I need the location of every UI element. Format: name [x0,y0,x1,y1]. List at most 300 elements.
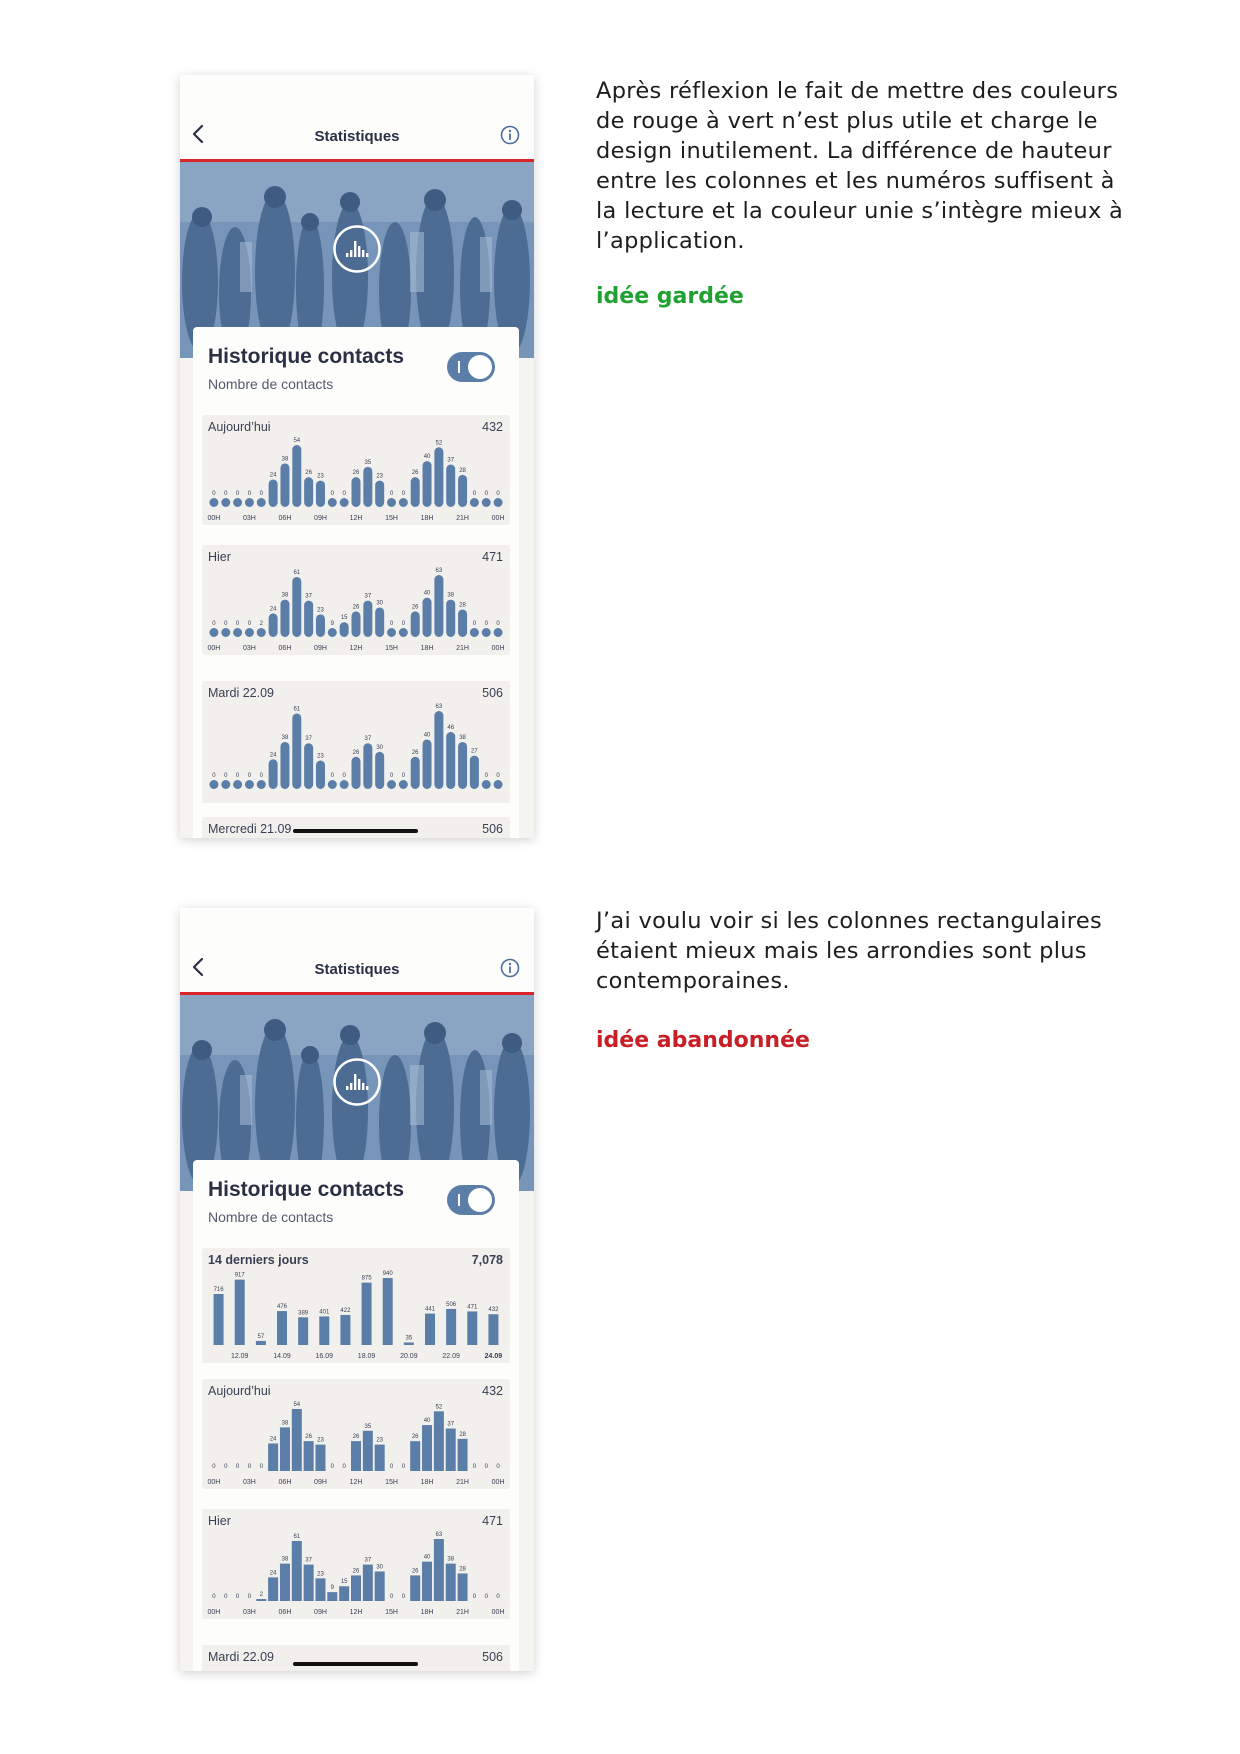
x-tick-label: 09H [314,1479,327,1486]
chart-bar [269,613,278,637]
panel-total: 7,078 [471,1253,503,1267]
chart-bar [482,780,491,789]
chart-bar [458,1439,468,1471]
chart-bar [467,1311,477,1345]
panel-title: Hier [208,550,231,564]
bar-value-label: 26 [411,470,419,477]
x-tick-label: 06H [278,1609,292,1616]
chart-bar [233,780,242,789]
chart-yesterday [202,545,510,655]
chart-bar [494,628,503,637]
chart-bar [269,759,278,789]
chart-bar [423,739,432,789]
bar-value-label: 26 [305,470,312,477]
bar-value-label: 0 [484,773,488,779]
chart-bar [328,628,337,637]
chart-bar [280,600,289,637]
bar-value-label: 0 [212,773,216,779]
bar-value-label: 26 [352,1434,360,1441]
x-tick-label: 00H [491,515,505,522]
bar-value-label: 61 [293,1533,301,1540]
x-tick-label: 00H [207,645,221,652]
bar-value-label: 52 [435,440,443,447]
chart-bar [292,577,301,637]
x-tick-label: 03H [243,1479,256,1486]
bar-value-label: 15 [340,615,348,622]
bar-value-label: 57 [257,1333,265,1340]
bar-value-label: 401 [319,1309,330,1316]
bar-value-label: 40 [423,590,431,597]
bar-value-label: 2 [259,1592,263,1599]
bar-value-label: 37 [447,457,455,464]
chart-bar [292,445,301,507]
bar-value-label: 0 [259,1464,263,1470]
chart-bar [304,477,313,507]
chart-bar [383,1278,393,1345]
chart-bar [233,628,242,637]
bar-value-label: 30 [376,744,384,751]
bar-value-label: 35 [364,1423,372,1430]
chart-bar [411,757,420,789]
home-indicator[interactable] [293,1662,418,1666]
x-tick-label: 18H [420,1609,434,1616]
panel-title: Mardi 22.09 [208,1650,275,1664]
bar-value-label: 0 [330,491,334,497]
bar-value-label: 28 [459,602,466,609]
x-tick-label: 22.09 [442,1353,460,1360]
chart-bar [458,609,467,637]
day-panel-yesterday[interactable] [202,545,510,655]
bar-value-label: 0 [259,773,263,779]
chart-bar [470,498,479,507]
card-subtitle: Nombre de contacts [208,1209,334,1225]
chart-bar [470,756,479,789]
bar-value-label: 0 [247,491,252,497]
bar-value-label: 0 [235,1464,240,1470]
bar-value-label: 23 [317,1437,324,1444]
day-panel-mardi[interactable] [202,681,510,803]
chart-bar [235,1280,245,1345]
chart-bar [423,598,432,637]
chart-bar [209,498,218,507]
bar-value-label: 0 [235,621,240,627]
x-tick-label: 03H [243,645,256,652]
chart-bar [256,1341,266,1345]
chart-bar [304,601,313,637]
chart-bar [399,498,408,507]
chart-bar [351,1575,361,1601]
bar-value-label: 0 [235,773,240,779]
chart-bar [434,711,443,789]
chart-bar [280,1427,290,1471]
panel-total: 506 [482,686,503,700]
x-tick-label: 18.09 [357,1353,376,1360]
chart-bar [292,1541,302,1601]
bar-value-label: 432 [488,1307,499,1314]
chart-bar [404,1343,414,1345]
bar-value-label: 0 [401,491,406,497]
chart-bar [209,780,218,789]
bar-value-label: 0 [401,1464,406,1470]
bar-value-label: 23 [317,473,324,480]
chart-bar [280,742,289,789]
bar-value-label: 476 [276,1304,288,1311]
x-tick-label: 18H [420,645,434,652]
chart-bar [446,1429,456,1471]
panel-title: Mardi 22.09 [208,686,275,700]
chart-bar [488,1314,498,1345]
panel-title: Hier [208,1514,231,1528]
bar-value-label: 38 [447,592,455,599]
bar-value-label: 54 [293,438,301,444]
bar-value-label: 61 [293,569,301,576]
chart-bar [340,1315,350,1345]
chart-bar [446,465,455,507]
chart-bar [298,1317,308,1345]
panel-title: Mercredi 21.09 [208,822,292,836]
bar-value-label: 37 [364,1557,372,1564]
chart-bar [339,1586,349,1601]
chart-bar [458,742,467,789]
bar-value-label: 40 [423,732,431,739]
chart-bar [257,628,266,637]
x-tick-label: 00H [207,1479,221,1486]
bar-value-label: 0 [389,1464,394,1470]
chart-bar [304,743,313,789]
bar-value-label: 0 [401,773,406,779]
bar-value-label: 0 [247,773,252,779]
bar-value-label: 0 [484,491,488,497]
bar-value-label: 26 [352,470,360,477]
chart-bar [470,628,479,637]
bar-value-label: 441 [424,1306,436,1313]
chart-bar [375,1571,385,1601]
chart-bar [352,757,361,789]
chart-bar [315,1445,325,1471]
x-tick-label: 18H [420,1479,434,1486]
bar-value-label: 26 [352,1568,360,1575]
chart-bar [280,1564,290,1601]
bar-value-label: 0 [472,621,477,627]
bar-value-label: 0 [224,1464,228,1470]
bottom-note-verdict: idée abandonnée [596,1028,810,1053]
chart-bar [494,498,503,507]
x-tick-label: 24.09 [484,1353,503,1360]
bar-value-label: 26 [411,1434,419,1441]
bar-value-label: 9 [330,621,334,627]
bar-value-label: 23 [317,753,324,760]
bar-value-label: 23 [376,1437,384,1444]
chart-bar [316,481,325,507]
day-panel-yesterday[interactable] [202,1509,510,1619]
chart-bar [319,1316,329,1345]
bar-value-label: 24 [269,472,277,479]
chart-bar [446,600,455,637]
chart-bar [363,601,372,637]
bar-value-label: 26 [411,604,419,611]
bar-value-label: 422 [340,1307,351,1314]
chart-bar [328,780,337,789]
x-tick-label: 21H [456,1479,469,1486]
chart-bar [434,447,443,507]
panel-14-days[interactable] [202,1248,510,1363]
day-panel-today[interactable] [202,415,510,525]
x-tick-label: 15H [385,515,398,522]
bar-value-label: 38 [459,734,466,741]
bar-value-label: 917 [234,1272,245,1279]
card-title: Historique contacts [208,1178,405,1201]
bar-value-label: 38 [281,456,289,463]
chart-bar [340,780,349,789]
nav-bar [180,75,534,162]
info-icon[interactable] [500,125,520,145]
bar-value-label: 9 [330,1585,334,1592]
x-tick-label: 06H [278,515,292,522]
bar-value-label: 26 [352,749,360,756]
info-icon[interactable] [500,958,520,978]
day-panel-today[interactable] [202,1379,510,1489]
bar-value-label: 0 [212,1594,216,1600]
chart-bar [268,1577,278,1601]
bar-value-label: 0 [342,773,346,779]
bar-value-label: 0 [496,773,500,779]
history-toggle[interactable] [447,352,495,382]
chart-bar [410,1575,420,1601]
chart-bar [209,628,218,637]
chart-bar [221,780,230,789]
bar-value-label: 0 [484,621,488,627]
card-title: Historique contacts [208,345,405,368]
x-tick-label: 03H [243,1609,256,1616]
x-tick-label: 00H [491,1479,505,1486]
chart-bar [245,780,254,789]
chart-bar [387,780,396,789]
bar-value-label: 24 [269,1570,277,1577]
toggle-on-mark [458,361,460,373]
chart-bar [375,1445,385,1471]
chart-bar [446,1309,456,1345]
x-tick-label: 12H [349,1479,363,1486]
day-panel-mardi[interactable] [202,1645,510,1671]
bar-value-label: 24 [269,606,277,613]
chart-bar [375,481,384,507]
x-tick-label: 12H [349,515,363,522]
chart-bar [446,1564,456,1601]
nav-title: Statistiques [314,128,400,145]
chart-bar [256,1599,266,1601]
bar-value-label: 37 [305,1557,312,1564]
bar-value-label: 506 [446,1301,457,1308]
bar-value-label: 0 [401,1594,406,1600]
bar-value-label: 0 [484,1464,488,1470]
chart-bar [363,467,372,507]
bar-value-label: 40 [423,1554,431,1561]
bar-value-label: 0 [224,1594,228,1600]
x-tick-label: 03H [243,515,256,522]
bar-value-label: 15 [340,1579,348,1586]
chart-bar [292,1409,302,1471]
chart-bar [411,611,420,637]
chart-bar [434,575,443,637]
bar-value-label: 26 [411,1568,419,1575]
panel-total: 506 [482,1650,503,1664]
top-note-text: Après réflexion le fait de mettre des couleurs de rouge à vert n’est plus utile et charge le design inutilement. La différence de hauteur entre les colonnes et les numéros suffisent à la lecture et la couleur unie s’intègre mieux à l’application. [596,78,1124,254]
chart-bar [245,628,254,637]
top-note-verdict: idée gardée [596,284,744,309]
chart-bar [422,1562,432,1601]
bar-value-label: 23 [317,1571,324,1578]
chart-bar [340,498,349,507]
phone-screen-rectangular-bars [180,908,534,1671]
bar-value-label: 0 [247,621,252,627]
chart-bar [387,498,396,507]
bar-value-label: 26 [352,604,360,611]
history-card [193,327,519,838]
bar-value-label: 23 [317,607,324,614]
bar-value-label: 0 [330,773,334,779]
x-tick-label: 21H [456,515,469,522]
bar-value-label: 38 [281,1420,289,1427]
chart-bar [363,1565,373,1601]
chart-bar [422,1425,432,1471]
bar-value-label: 0 [472,1464,477,1470]
bar-value-label: 0 [401,621,406,627]
chart-bar [410,1441,420,1471]
chart-bar [221,498,230,507]
chart-bar [482,628,491,637]
chart-bar [292,713,301,789]
bar-value-label: 38 [281,1556,289,1563]
bar-value-label: 0 [342,491,346,497]
bar-value-label: 63 [435,568,443,574]
bar-value-label: 0 [212,621,216,627]
chart-bar [434,1411,444,1471]
x-tick-label: 15H [385,645,398,652]
x-tick-label: 21H [456,1609,469,1616]
bar-value-label: 0 [212,491,216,497]
x-tick-label: 21H [456,645,469,652]
stats-badge-icon [332,1057,382,1107]
bar-value-label: 24 [269,752,277,759]
bar-value-label: 0 [330,1464,334,1470]
chart-yesterday [202,1509,510,1619]
bar-value-label: 63 [435,704,443,710]
x-tick-label: 00H [491,645,505,652]
bar-value-label: 40 [423,454,431,461]
chart-bar [494,780,503,789]
bar-value-label: 0 [224,621,228,627]
history-toggle[interactable] [447,1185,495,1215]
x-tick-label: 06H [278,645,292,652]
bar-value-label: 24 [269,1436,277,1443]
chart-bar [425,1314,435,1345]
bar-value-label: 0 [259,491,263,497]
phone-screen-rounded-bars [180,75,534,838]
chart-bar [423,461,432,507]
x-tick-label: 14.09 [273,1353,291,1360]
toggle-knob [468,355,492,379]
chart-bar [411,477,420,507]
chart-bar [304,1565,314,1601]
bar-value-label: 28 [459,1431,466,1438]
bar-value-label: 35 [405,1335,413,1342]
bar-value-label: 716 [213,1286,224,1293]
chart-bar [214,1294,224,1345]
bar-value-label: 389 [298,1310,309,1317]
day-panel-mercredi[interactable] [202,817,510,838]
x-tick-label: 18H [420,515,434,522]
chart-bar [340,622,349,637]
bar-value-label: 46 [447,725,455,732]
bar-value-label: 0 [389,1594,394,1600]
bar-value-label: 0 [247,1464,252,1470]
bar-value-label: 2 [259,621,263,627]
chart-bar [328,498,337,507]
bar-value-label: 30 [376,1564,384,1571]
chart-bar [304,1441,314,1471]
chart-bar [327,1592,337,1601]
x-tick-label: 20.09 [400,1353,418,1360]
bar-value-label: 37 [364,736,372,743]
stats-badge-icon [332,224,382,274]
panel-total: 432 [482,1384,503,1398]
card-subtitle: Nombre de contacts [208,376,334,392]
history-card [193,1160,519,1671]
toggle-knob [468,1188,492,1212]
chart-bar [458,475,467,507]
chart-bar [233,498,242,507]
x-tick-label: 09H [314,645,327,652]
chart-bar [375,752,384,789]
x-tick-label: 00H [207,1609,221,1616]
chart-bar [362,1283,372,1345]
chart-bar [375,607,384,637]
bar-value-label: 38 [447,1556,455,1563]
chart-bar [399,780,408,789]
bar-value-label: 27 [471,748,478,755]
chart-bar [268,1443,278,1471]
bar-value-label: 37 [305,593,312,600]
bar-value-label: 35 [364,459,372,466]
x-tick-label: 12H [349,1609,363,1616]
panel-total: 506 [482,822,503,836]
bar-value-label: 28 [459,467,466,474]
bar-value-label: 37 [447,1421,455,1428]
x-tick-label: 06H [278,1479,292,1486]
bar-value-label: 0 [496,1464,500,1470]
bar-value-label: 0 [224,491,228,497]
chart-bar [399,628,408,637]
x-tick-label: 00H [207,515,221,522]
bar-value-label: 37 [305,736,312,743]
chart-bar [221,628,230,637]
x-tick-label: 16.09 [315,1353,334,1360]
bar-value-label: 0 [212,1464,216,1470]
bar-value-label: 0 [496,621,500,627]
home-indicator[interactable] [293,829,418,833]
chart-bar [269,479,278,507]
x-tick-label: 00H [491,1609,505,1616]
bar-value-label: 0 [472,491,477,497]
x-tick-label: 12.09 [230,1353,249,1360]
bar-value-label: 23 [376,473,384,480]
panel-total: 432 [482,420,503,434]
panel-total: 471 [482,1514,503,1528]
chart-bar [351,1441,361,1471]
x-tick-label: 15H [385,1609,398,1616]
x-tick-label: 09H [314,1609,327,1616]
bar-value-label: 940 [382,1271,393,1277]
